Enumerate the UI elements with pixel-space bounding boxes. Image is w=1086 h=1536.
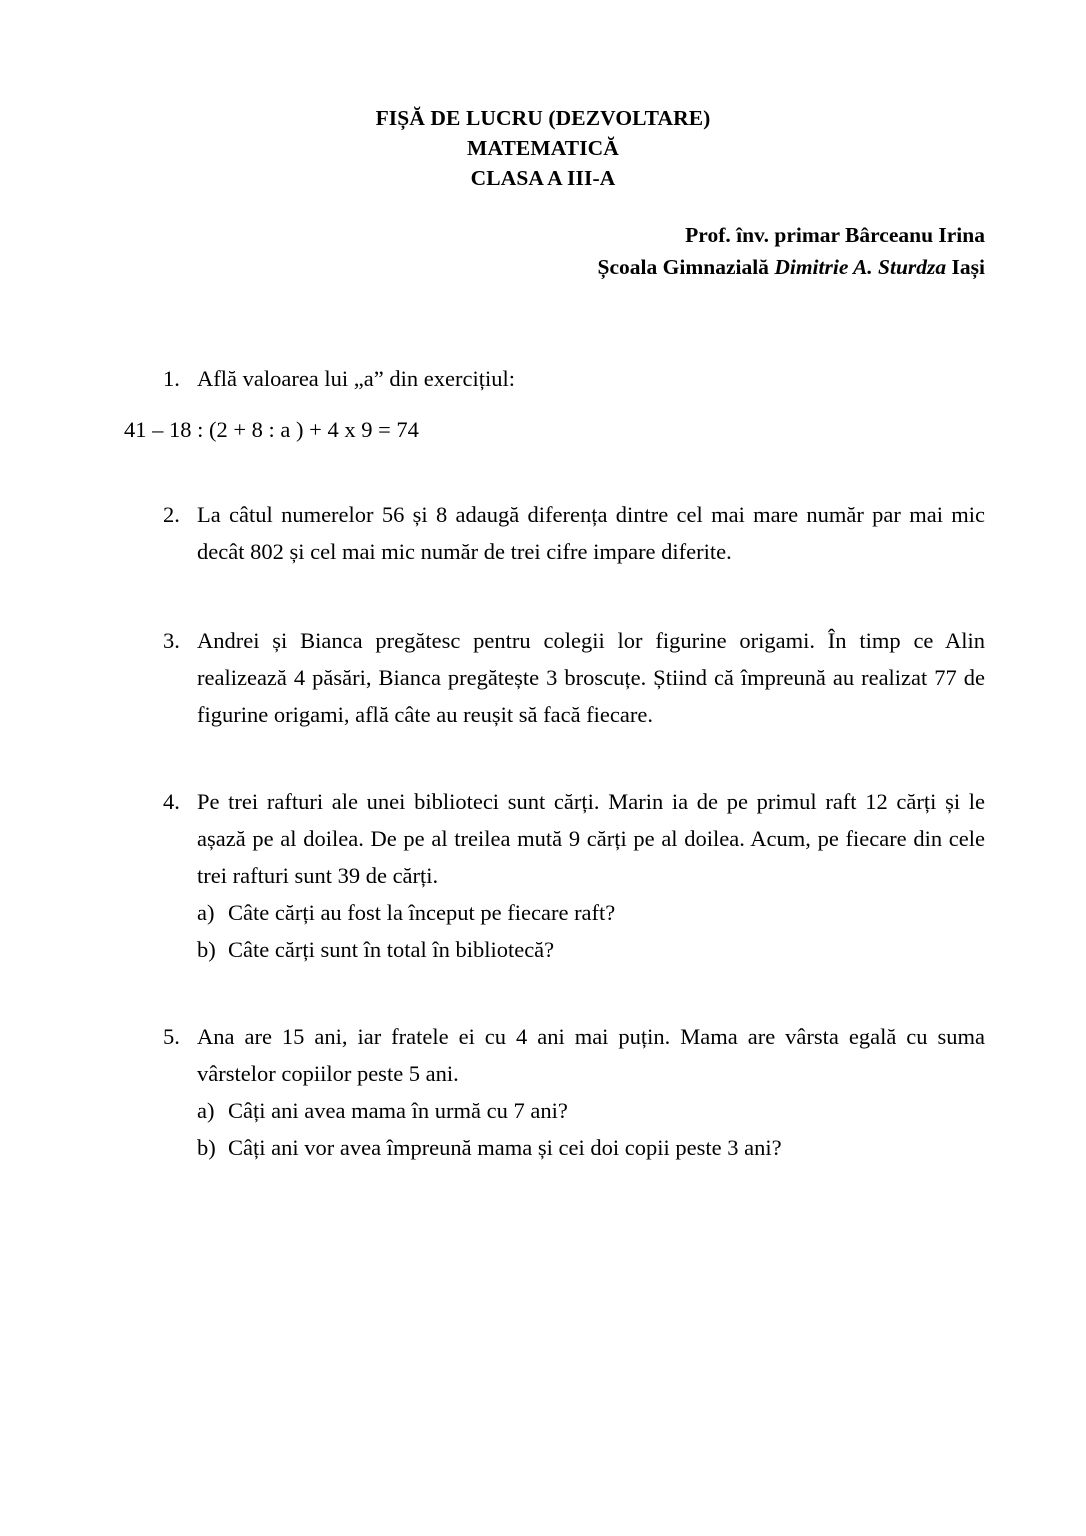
- author-name: Prof. înv. primar Bârceanu Irina: [685, 223, 985, 247]
- author-block: [598, 219, 985, 283]
- exercise-row: [0, 622, 1086, 733]
- subitem-marker: b): [197, 937, 216, 962]
- exercise-number: 4.: [163, 789, 180, 814]
- school-name-italic: Dimitrie A. Sturdza: [774, 255, 947, 279]
- subitem-text: Câte cărți au fost la început pe fiecare raft?: [228, 900, 616, 925]
- school-suffix: Iași: [946, 255, 985, 279]
- title-line-grade: CLASA A III-A: [470, 166, 616, 190]
- subitem-text: Câți ani avea mama în urmă cu 7 ani?: [228, 1098, 568, 1123]
- exercise-number: 2.: [163, 502, 180, 527]
- exercise-text: Andrei și Bianca pregătesc pentru colegii lor figurine origami. În timp ce Alin realizează 4 păsări, Bianca pregătește 3 broscuțe. Știind că împreună au realizat 77 de figurine origami, află câte au reușit să facă fiecare.: [197, 628, 985, 727]
- school-prefix: Școala Gimnazială: [597, 255, 775, 279]
- exercise-item: [0, 1018, 1086, 1166]
- title-line-subject: MATEMATICĂ: [467, 136, 619, 160]
- subitem-marker: a): [197, 900, 215, 925]
- exercise-subitem: [197, 931, 985, 968]
- exercise-number: 5.: [163, 1024, 180, 1049]
- exercise-row: [0, 1018, 1086, 1092]
- exercise-text: Află valoarea lui „a” din exercițiul:: [197, 366, 515, 391]
- exercise-number: 3.: [163, 628, 180, 653]
- exercise-text: Ana are 15 ani, iar fratele ei cu 4 ani mai puțin. Mama are vârsta egală cu suma vârstelor copiilor peste 5 ani.: [197, 1024, 985, 1086]
- exercise-row: [0, 783, 1086, 894]
- exercise-equation: 41 – 18 : (2 + 8 : a ) + 4 x 9 = 74: [124, 417, 419, 442]
- document-title-block: [0, 103, 1086, 193]
- exercise-item: [0, 622, 1086, 733]
- exercise-text: La câtul numerelor 56 și 8 adaugă diferența dintre cel mai mare număr par mai mic decât 802 și cel mai mic număr de trei cifre impare diferite.: [197, 502, 985, 564]
- subitem-text: Câte cărți sunt în total în bibliotecă?: [228, 937, 555, 962]
- exercise-row: [0, 496, 1086, 570]
- exercise-list: [0, 360, 1086, 1166]
- exercise-subitem-list: [0, 894, 1086, 968]
- exercise-item: [0, 496, 1086, 570]
- exercise-item: [0, 783, 1086, 968]
- exercise-subitem-list: [0, 1092, 1086, 1166]
- exercise-subitem: [197, 1129, 985, 1166]
- subitem-marker: b): [197, 1135, 216, 1160]
- title-line-worksheet: FIȘĂ DE LUCRU (DEZVOLTARE): [375, 106, 711, 130]
- author-school: [598, 251, 985, 283]
- exercise-text: Pe trei rafturi ale unei biblioteci sunt cărți. Marin ia de pe primul raft 12 cărți și le așază pe al doilea. De pe al treilea mută 9 cărți pe al doilea. Acum, pe fiecare din cele trei rafturi sunt 39 de cărți.: [197, 789, 985, 888]
- exercise-item: [0, 360, 1086, 448]
- subitem-text: Câți ani vor avea împreună mama și cei doi copii peste 3 ani?: [228, 1135, 782, 1160]
- subitem-marker: a): [197, 1098, 215, 1123]
- exercise-number: 1.: [163, 366, 180, 391]
- exercise-row: [0, 360, 1086, 397]
- exercise-subitem: [197, 894, 985, 931]
- exercise-subitem: [197, 1092, 985, 1129]
